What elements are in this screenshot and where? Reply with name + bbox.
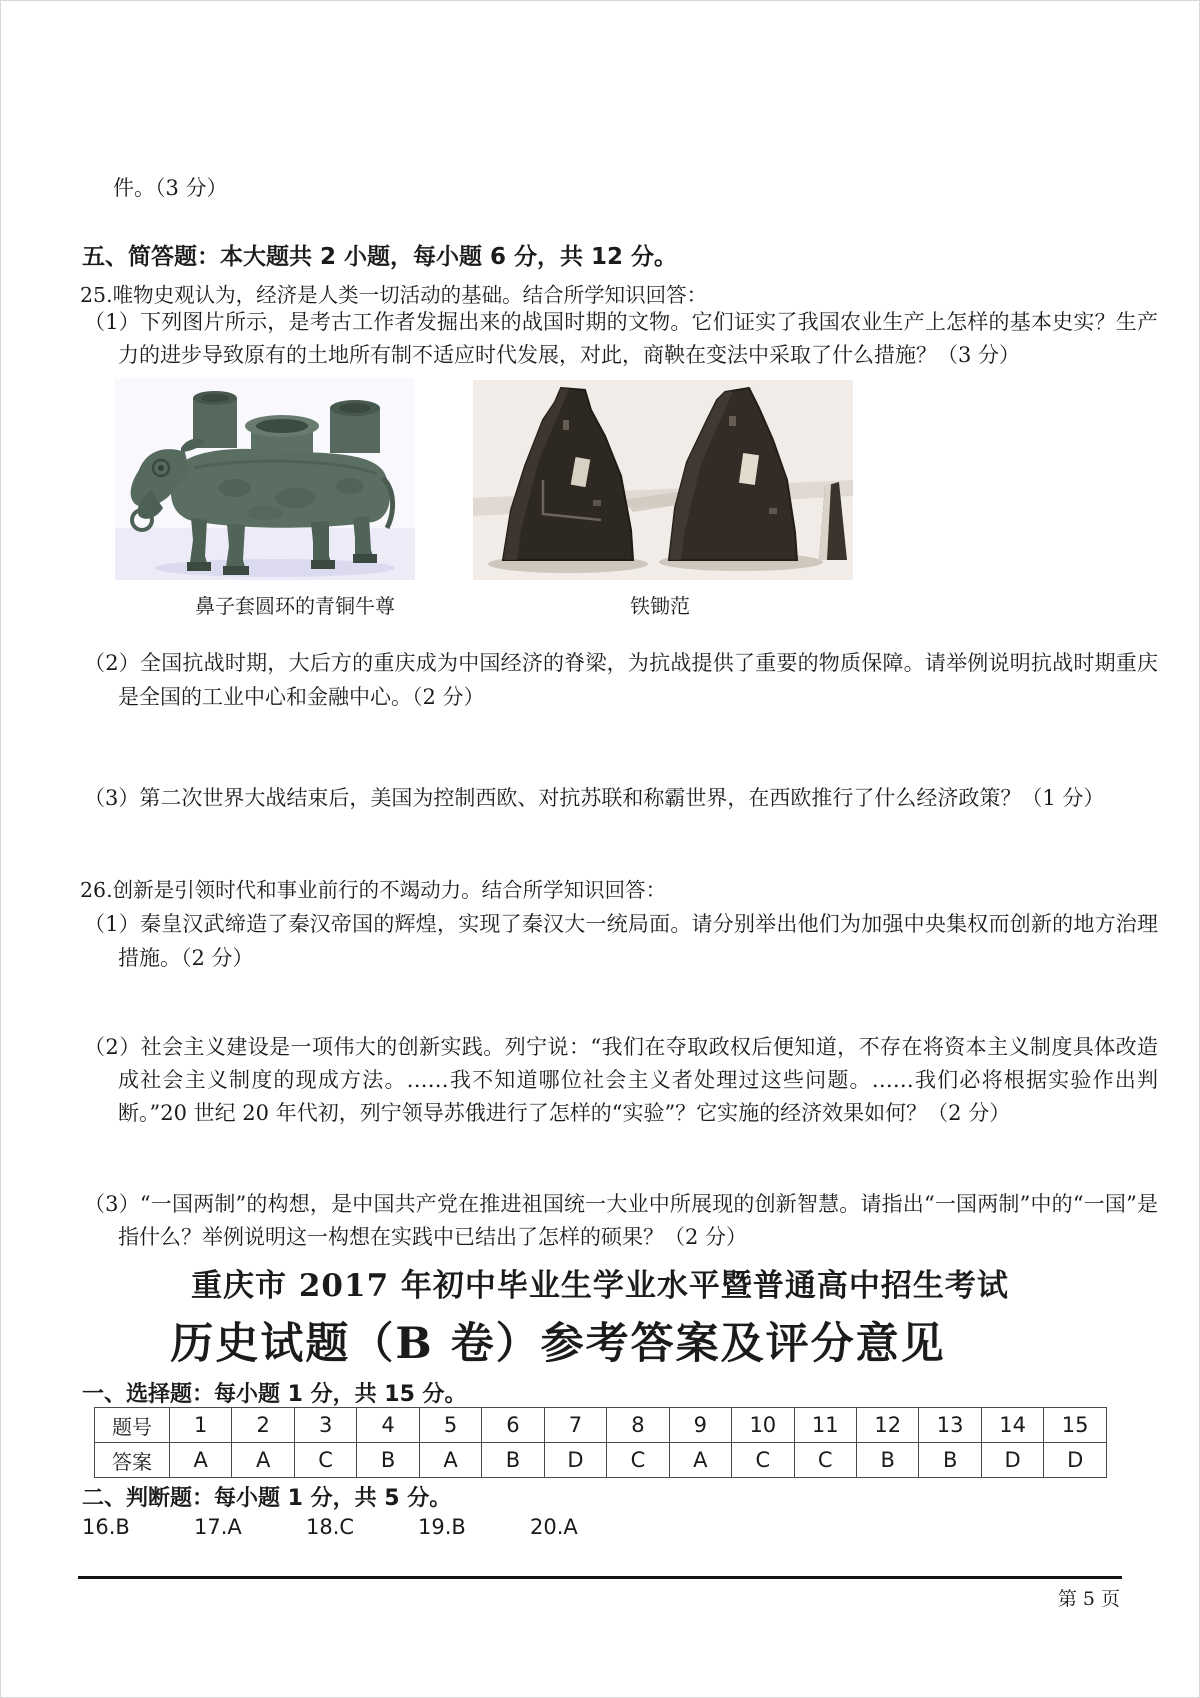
judgement-answer-item: 16.B [82, 1515, 130, 1539]
figure-caption-bronze-ox: 鼻子套圆环的青铜牛尊 [195, 594, 395, 618]
question-number-cell: 10 [732, 1408, 794, 1443]
answer-letter-cell: C [294, 1443, 356, 1478]
question-number-cell: 5 [419, 1408, 481, 1443]
iron-hoe-mold-illustration [473, 380, 853, 580]
answer-letter-cell: C [607, 1443, 669, 1478]
answer-letter-cell: D [981, 1443, 1043, 1478]
number-row-label: 题号 [95, 1408, 170, 1443]
question-26-part2: （2）社会主义建设是一项伟大的创新实践。列宁说：“我们在夺取政权后便知道，不存在将资本主义制度具体改造成社会主义制度的现成方法。……我不知道哪位社会主义者处理过这些问题。……我们必将根据实验作出判断。”20 世纪 20 年代初，列宁领导苏俄进行了怎样的“实验”？它实施的经济效果如何？（2 分） [84, 1035, 1158, 1125]
question-number-cell: 7 [544, 1408, 606, 1443]
question-number-cell: 11 [794, 1408, 856, 1443]
answer-letter-cell: C [794, 1443, 856, 1478]
question-25-part1: （1）下列图片所示，是考古工作者发掘出来的战国时期的文物。它们证实了我国农业生产上怎样的基本史实？生产力的进步导致原有的土地所有制不适应时代发展，对此，商鞅在变法中采取了什么措施？（3 分） [84, 310, 1158, 367]
judgement-answer-item: 19.B [418, 1515, 466, 1539]
answer-letter-cell: A [669, 1443, 731, 1478]
answer-letter-cell: C [732, 1443, 794, 1478]
answer-letter-cell: B [919, 1443, 981, 1478]
question-number-cell: 3 [294, 1408, 356, 1443]
section-5-heading: 五、简答题：本大题共 2 小题，每小题 6 分，共 12 分。 [82, 244, 678, 270]
judgement-answer-item: 20.A [530, 1515, 578, 1539]
answer-letter-cell: A [170, 1443, 232, 1478]
question-number-cell: 12 [856, 1408, 918, 1443]
answer-letter-cell: D [544, 1443, 606, 1478]
answer-letter-cell: B [357, 1443, 419, 1478]
judgement-section-heading: 二、判断题：每小题 1 分，共 5 分。 [82, 1486, 452, 1511]
question-number-cell: 1 [170, 1408, 232, 1443]
question-25-part2: （2）全国抗战时期，大后方的重庆成为中国经济的脊梁，为抗战提供了重要的物质保障。请举例说明抗战时期重庆是全国的工业中心和金融中心。（2 分） [84, 651, 1158, 709]
judgement-answer-item: 18.C [306, 1515, 355, 1539]
answer-letter-cell: B [482, 1443, 544, 1478]
question-number-cell: 8 [607, 1408, 669, 1443]
table-number-row [95, 1408, 1107, 1443]
page-number: 第 5 页 [1057, 1588, 1120, 1610]
question-number-cell: 4 [357, 1408, 419, 1443]
bronze-ox-illustration [115, 378, 415, 580]
answer-letter-cell: B [856, 1443, 918, 1478]
question-26-stem: 26.创新是引领时代和事业前行的不竭动力。结合所学知识回答： [80, 878, 667, 902]
question-25-part3: （3）第二次世界大战结束后，美国为控制西欧、对抗苏联和称霸世界，在西欧推行了什么经济政策？（1 分） [84, 786, 1105, 810]
question-26-part3: （3）“一国两制”的构想，是中国共产党在推进祖国统一大业中所展现的创新智慧。请指出“一国两制”中的“一国”是指什么？举例说明这一构想在实践中已结出了怎样的硕果？（2 分） [84, 1192, 1158, 1249]
carryover-line: 件。（3 分） [113, 176, 228, 200]
question-number-cell: 13 [919, 1408, 981, 1443]
judgement-answer-item: 17.A [194, 1515, 242, 1539]
figure-caption-iron-mold: 铁锄范 [630, 594, 690, 618]
answer-key-title-line1: 重庆市 2017 年初中毕业生学业水平暨普通高中招生考试 [191, 1268, 1009, 1304]
table-answer-row [95, 1443, 1107, 1478]
question-number-cell: 15 [1044, 1408, 1107, 1443]
answer-letter-cell: A [232, 1443, 294, 1478]
question-number-cell: 9 [669, 1408, 731, 1443]
iron-hoe-mold-photo [473, 380, 853, 580]
bronze-ox-photo [115, 378, 415, 580]
footer-divider [78, 1576, 1122, 1579]
choice-answer-table [94, 1407, 1107, 1478]
answer-key-title-line2: 历史试题（B 卷）参考答案及评分意见 [170, 1319, 946, 1369]
question-25-stem: 25.唯物史观认为，经济是人类一切活动的基础。结合所学知识回答： [80, 283, 708, 307]
question-number-cell: 14 [981, 1408, 1043, 1443]
question-number-cell: 6 [482, 1408, 544, 1443]
question-26-part1: （1）秦皇汉武缔造了秦汉帝国的辉煌，实现了秦汉大一统局面。请分别举出他们为加强中央集权而创新的地方治理措施。（2 分） [84, 912, 1158, 970]
answer-letter-cell: A [419, 1443, 481, 1478]
judgement-answers-row [82, 1515, 782, 1539]
choice-section-heading: 一、选择题：每小题 1 分，共 15 分。 [82, 1382, 467, 1407]
question-number-cell: 2 [232, 1408, 294, 1443]
answer-row-label: 答案 [95, 1443, 170, 1478]
answer-letter-cell: D [1044, 1443, 1107, 1478]
